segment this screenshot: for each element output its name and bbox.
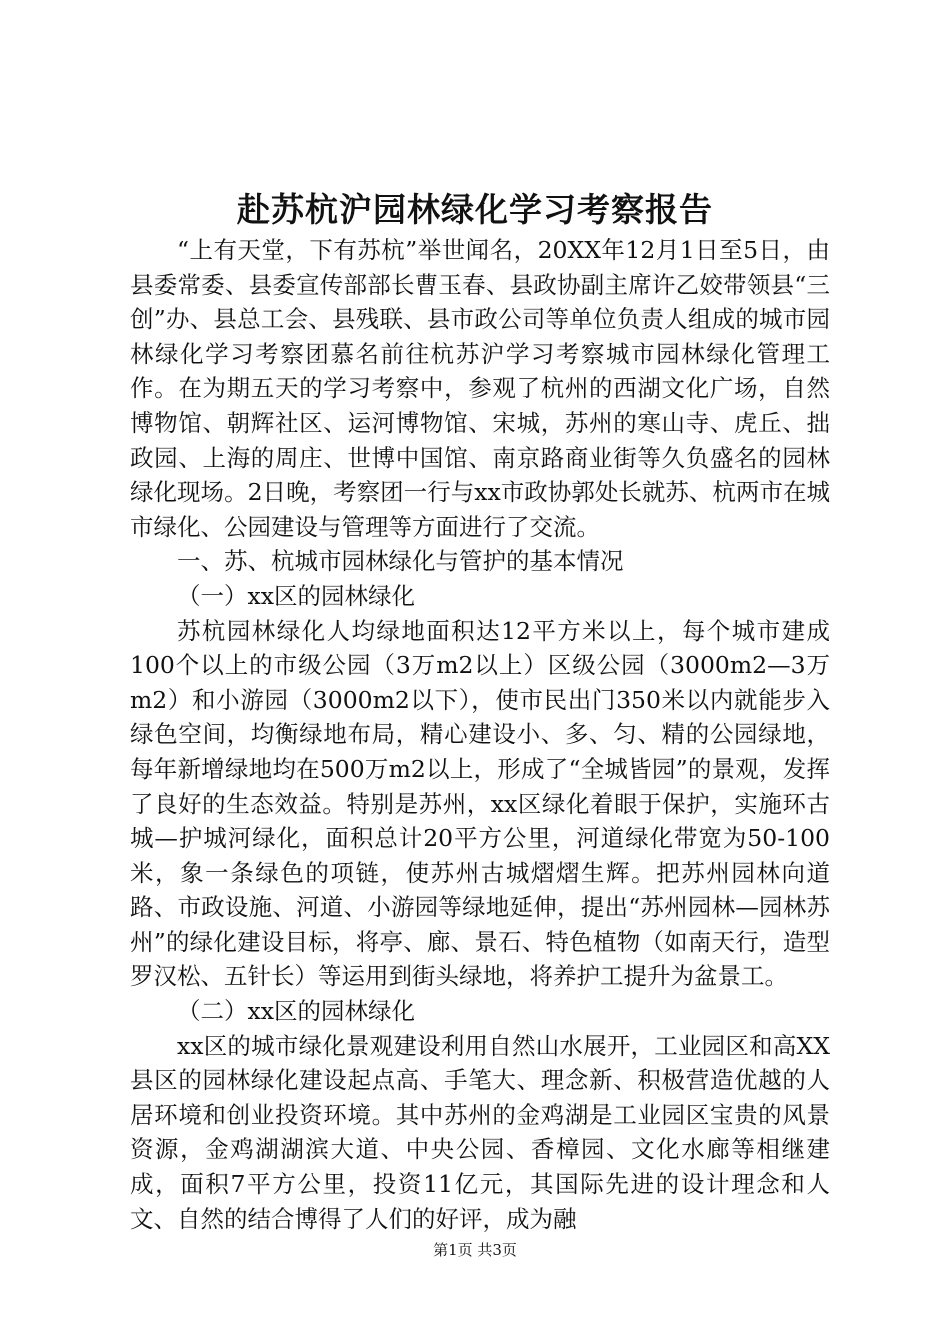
section-heading-1: 一、苏、杭城市园林绿化与管护的基本情况 xyxy=(177,547,624,576)
paragraph-subsection-2: xx区的城市绿化景观建设利用自然山水展开，工业园区和高XX县区的园林绿化建设起点高、手笔大、理念新、积极营造优越的人居环境和创业投资环境。其中苏州的金鸡湖是工业园区宝贵的风景资源，金鸡湖湖滨大道、中央公园、香樟园、文化水廊等相继建成，面积7平方公里，投资11亿元，其国际先进的设计理念和人文、自然的结合博得了人们的好评，成为融 xyxy=(130,1031,830,1233)
paragraph-intro: “上有天堂，下有苏杭”举世闻名，20XX年12月1日至5日，由县委常委、县委宣传部部长曹玉春、县政协副主席许乙姣带领县“三创”办、县总工会、县残联、县市政公司等单位负责人组成的城市园林绿化学习考察团慕名前往杭苏沪学习考察城市园林绿化管理工作。在为期五天的学习考察中，参观了杭州的西湖文化广场，自然博物馆、朝辉社区、运河博物馆、宋城，苏州的寒山寺、虎丘、拙政园、上海的周庄、世博中国馆、南京路商业街等久负盛名的园林绿化现场。2日晚，考察团一行与xx市政协郭处长就苏、杭两市在城市绿化、公园建设与管理等方面进行了交流。 xyxy=(130,236,830,541)
document-body xyxy=(130,233,830,1236)
page-number-footer: 第1页 共3页 xyxy=(433,1241,517,1259)
paragraph-subsection-1: 苏杭园林绿化人均绿地面积达12平方米以上，每个城市建成100个以上的市级公园（3万m2以上）区级公园（3000m2—3万m2）和小游园（3000m2以下），使市民出门350米以内就能步入绿色空间，均衡绿地布局，精心建设小、多、匀、精的公园绿地，每年新增绿地均在500万m2以上，形成了“全城皆园”的景观，发挥了良好的生态效益。特别是苏州，xx区绿化着眼于保护，实施环古城—护城河绿化，面积总计20平方公里，河道绿化带宽为50-100米，象一条绿色的项链，使苏州古城熠熠生辉。把苏州园林向道路、市政设施、河道、小游园等绿地延伸，提出“苏州园林—园林苏州”的绿化建设目标，将亭、廊、景石、特色植物（如南天行，造型罗汉松、五针长）等运用到街头绿地，将养护工提升为盆景工。 xyxy=(130,616,830,991)
document-title: 赴苏杭沪园林绿化学习考察报告 xyxy=(237,190,713,229)
subsection-heading-2: （二）xx区的园林绿化 xyxy=(177,997,416,1026)
subsection-heading-1: （一）xx区的园林绿化 xyxy=(177,581,416,610)
